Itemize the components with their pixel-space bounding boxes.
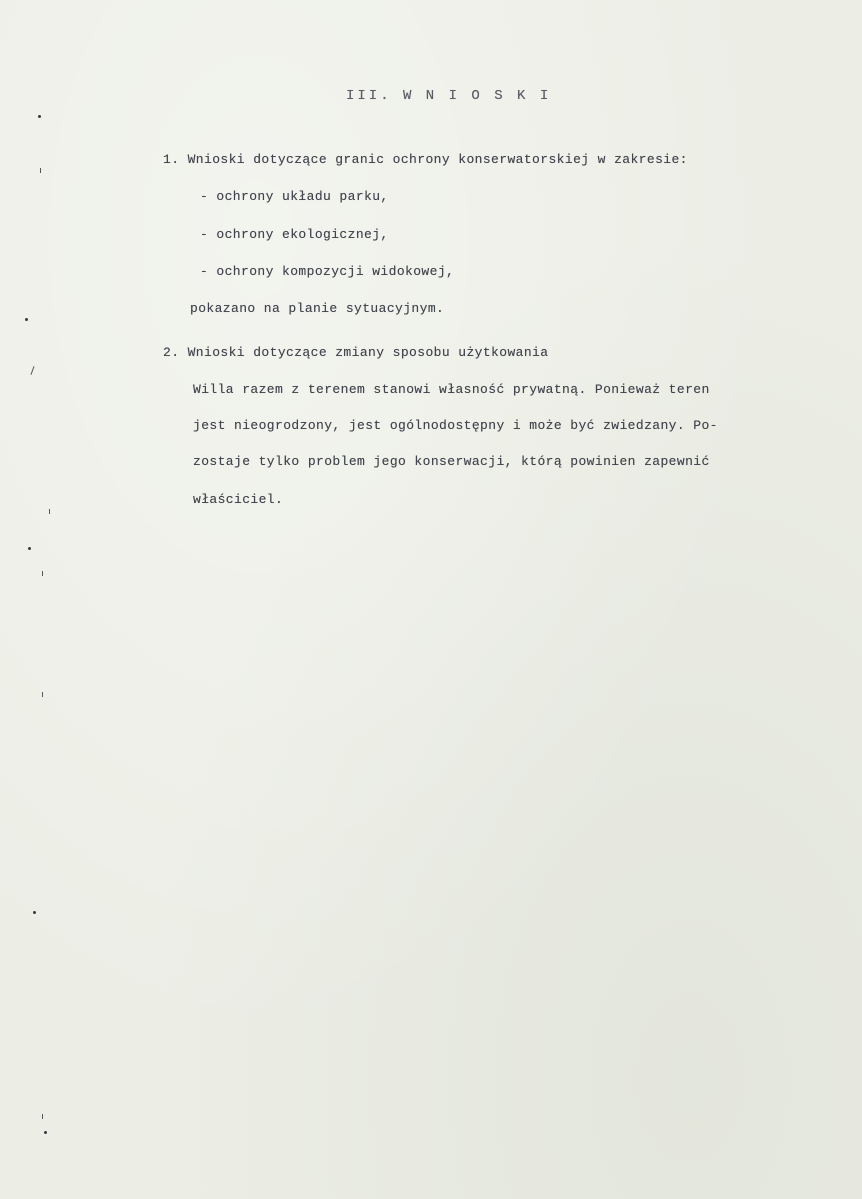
margin-speck xyxy=(44,1131,47,1134)
point-2-line-1: Willa razem z terenem stanowi własność prywatną. Ponieważ teren xyxy=(193,382,710,397)
section-title: III. W N I O S K I xyxy=(346,88,552,104)
point-1-item-2: - ochrony ekologicznej, xyxy=(200,227,389,242)
margin-speck xyxy=(30,366,34,375)
margin-speck xyxy=(42,692,43,697)
point-1-closing: pokazano na planie sytuacyjnym. xyxy=(190,301,445,316)
margin-speck xyxy=(25,318,28,321)
margin-speck xyxy=(49,509,50,514)
point-2-line-2: jest nieogrodzony, jest ogólnodostępny i może być zwiedzany. Po- xyxy=(193,418,718,433)
margin-speck xyxy=(28,547,31,550)
margin-speck xyxy=(38,115,41,118)
margin-speck xyxy=(42,571,43,576)
margin-speck xyxy=(40,168,41,173)
margin-speck xyxy=(33,911,36,914)
point-2-line-4: właściciel. xyxy=(193,492,284,507)
point-1-item-1: - ochrony układu parku, xyxy=(200,189,389,204)
point-1-heading: 1. Wnioski dotyczące granic ochrony konserwatorskiej w zakresie: xyxy=(163,152,688,167)
margin-speck xyxy=(42,1114,43,1119)
point-1-item-3: - ochrony kompozycji widokowej, xyxy=(200,264,455,279)
point-2-line-3: zostaje tylko problem jego konserwacji, którą powinien zapewnić xyxy=(193,454,710,469)
point-2-heading: 2. Wnioski dotyczące zmiany sposobu użytkowania xyxy=(163,345,549,360)
